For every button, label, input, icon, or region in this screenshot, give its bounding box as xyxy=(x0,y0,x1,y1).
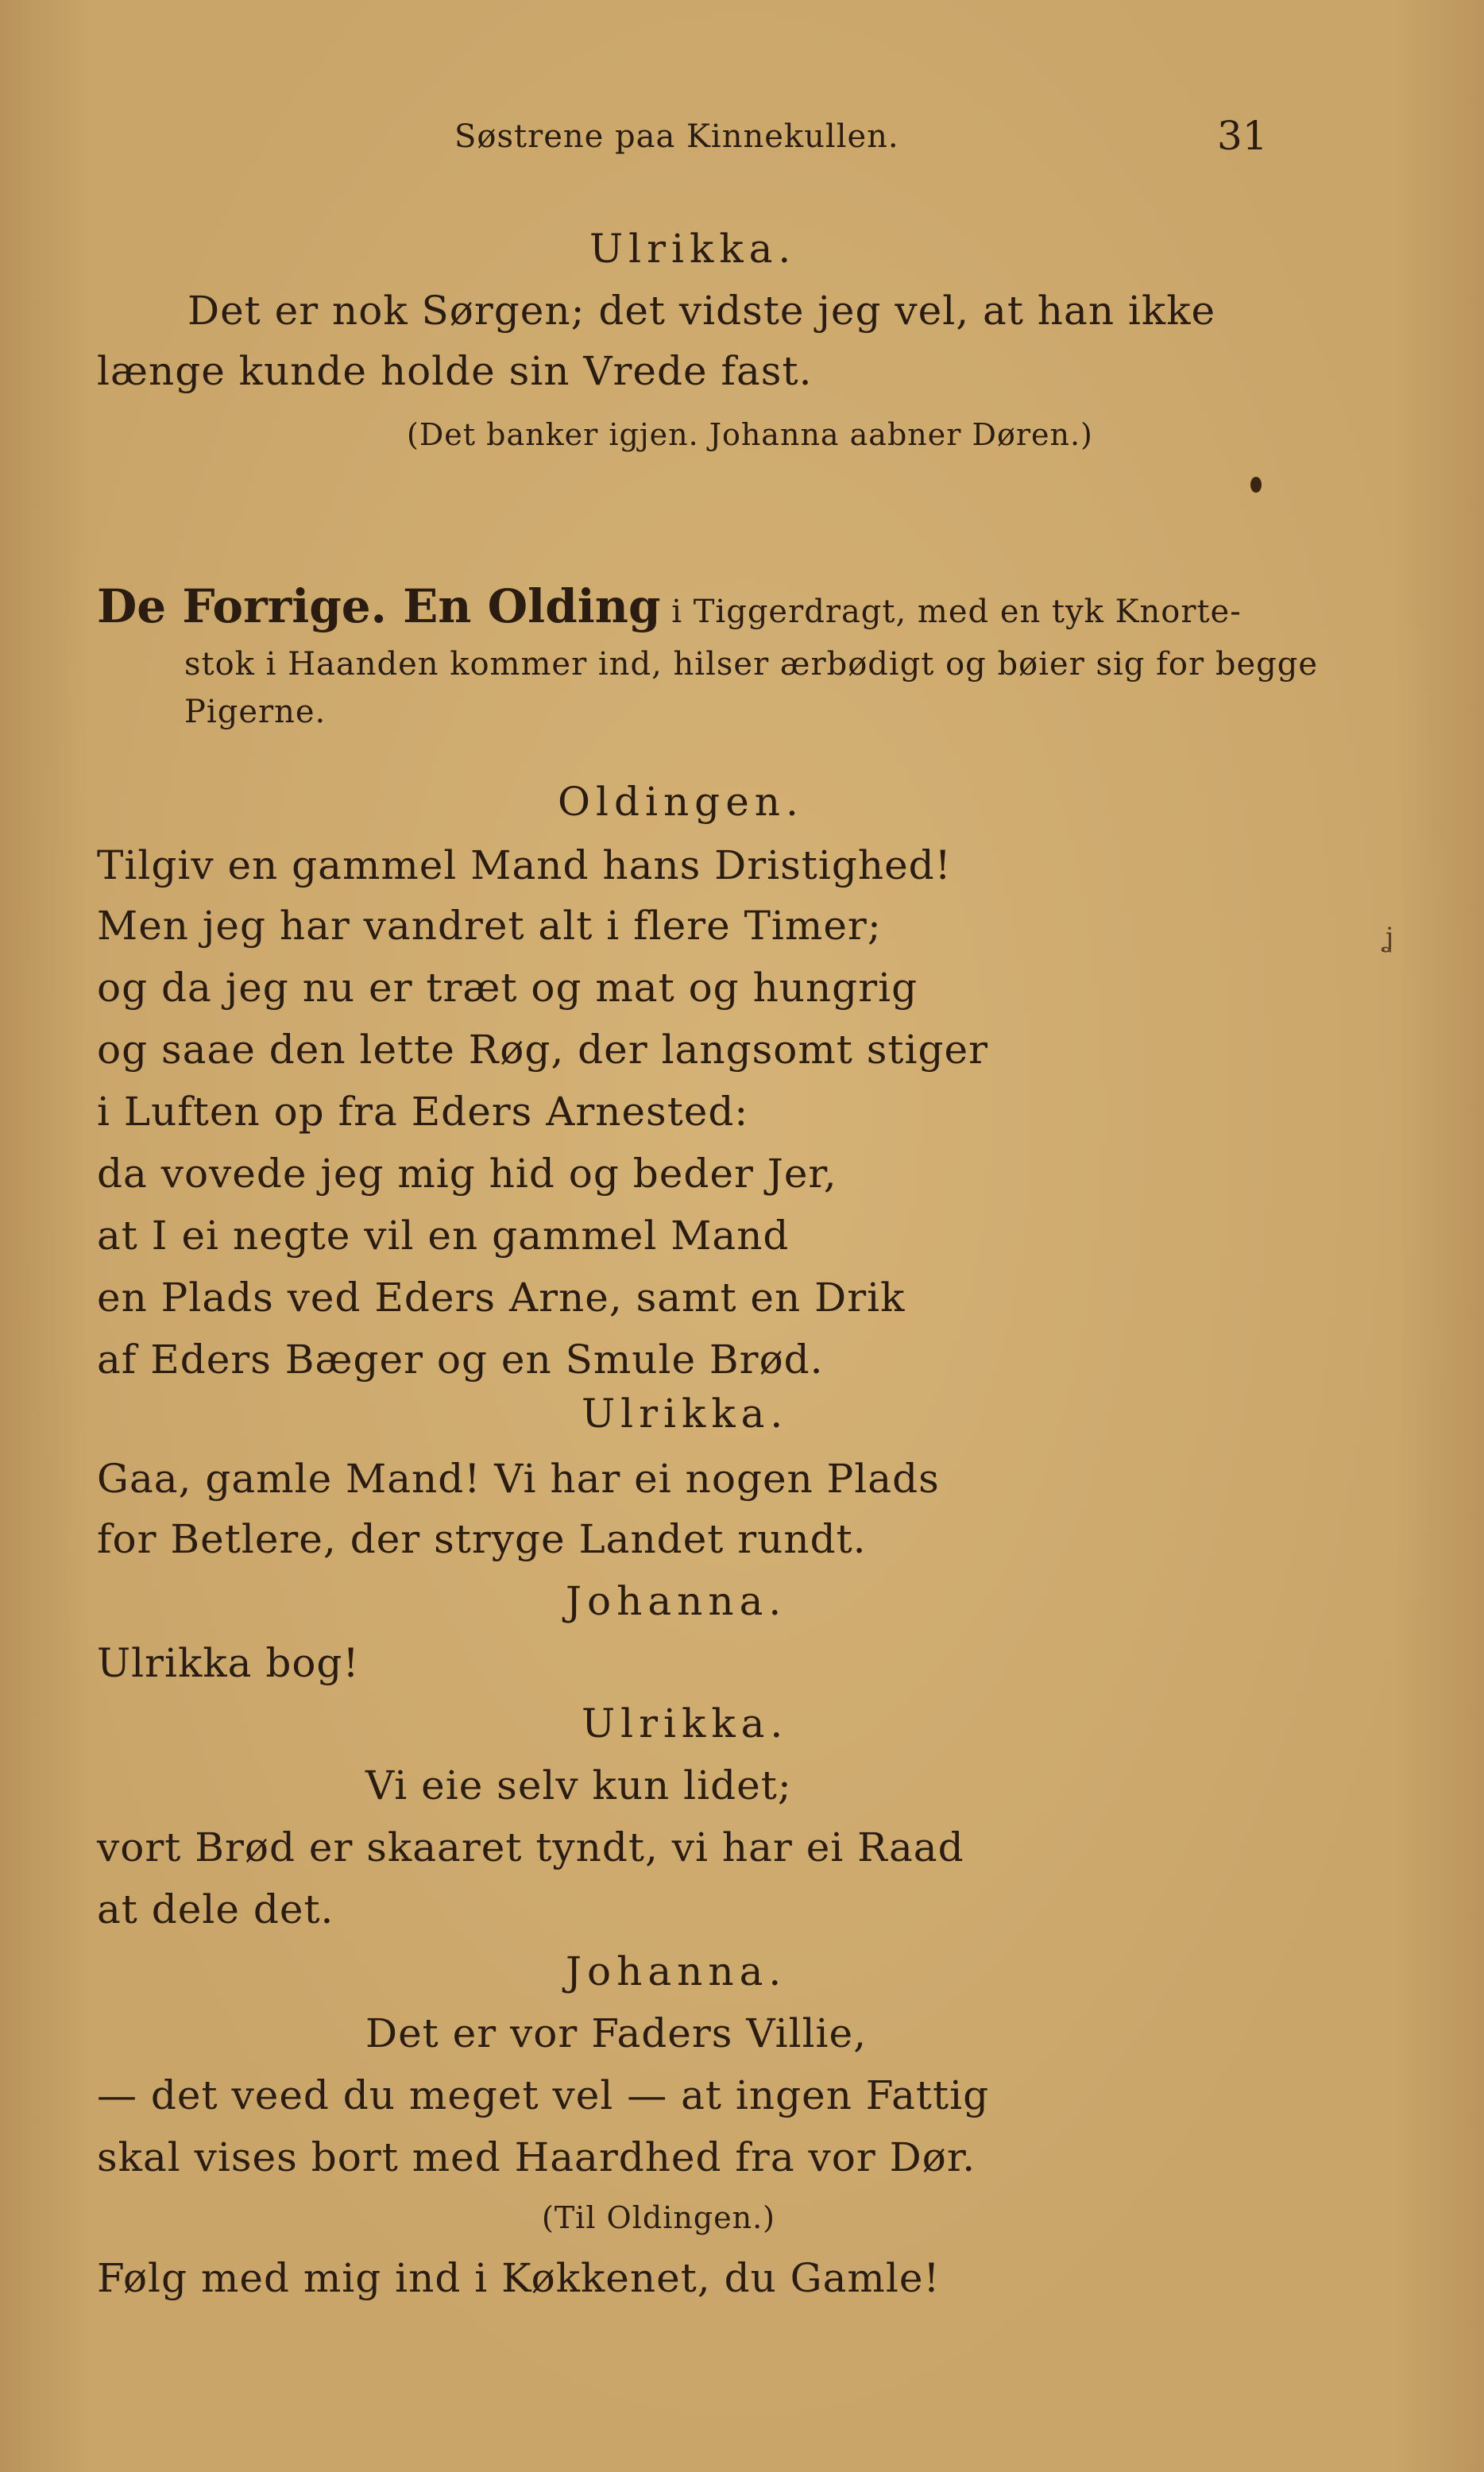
verse-line: Ulrikka bog! xyxy=(97,1640,360,1686)
verse-line: og saae den lette Røg, der langsomt stiger xyxy=(97,1027,988,1073)
verse-line: Gaa, gamle Mand! Vi har ei nogen Plads xyxy=(97,1456,940,1502)
entrance-characters: De Forrige. En Olding xyxy=(97,579,661,633)
speaker-name: Ulrikka. xyxy=(589,226,797,272)
speaker-name: Ulrikka. xyxy=(582,1391,789,1437)
verse-line: Følg med mig ind i Køkkenet, du Gamle! xyxy=(97,2255,941,2301)
speaker-name: Ulrikka. xyxy=(582,1700,789,1747)
verse-line: da vovede jeg mig hid og beder Jer, xyxy=(97,1151,837,1197)
speaker-name: Johanna. xyxy=(566,1578,787,1624)
running-title: Søstrene paa Kinnekullen. xyxy=(454,118,899,155)
verse-line: af Eders Bæger og en Smule Brød. xyxy=(97,1337,824,1383)
speaker-name: Oldingen. xyxy=(558,779,804,825)
verse-line: i Luften op fra Eders Arnested: xyxy=(97,1089,749,1135)
ink-spot xyxy=(1250,477,1262,493)
page-number: 31 xyxy=(1217,113,1268,159)
verse-line: Det er nok Sørgen; det vidste jeg vel, at han ikke xyxy=(187,288,1216,334)
stage-direction: (Det banker igjen. Johanna aabner Døren.) xyxy=(407,417,1093,452)
stage-direction: (Til Oldingen.) xyxy=(542,2200,776,2235)
verse-line: Men jeg har vandret alt i flere Timer; xyxy=(97,903,882,949)
entrance-direction-cont: stok i Haanden kommer ind, hilser ærbødigt og bøier sig for begge xyxy=(184,646,1319,683)
verse-line: at dele det. xyxy=(97,1886,334,1932)
entrance-text: i Tiggerdragt, med en tyk Knorte- xyxy=(660,594,1242,630)
page-blemish-mark: ʝ xyxy=(1384,922,1394,954)
verse-line: Tilgiv en gammel Mand hans Dristighed! xyxy=(97,842,952,888)
verse-line: for Betlere, der stryge Landet rundt. xyxy=(97,1516,867,1562)
verse-line: Det er vor Faders Villie, xyxy=(365,2010,868,2056)
entrance-direction-cont: Pigerne. xyxy=(184,694,327,730)
verse-line: længe kunde holde sin Vrede fast. xyxy=(97,348,813,394)
verse-line: — det veed du meget vel — at ingen Fattig xyxy=(97,2072,990,2118)
verse-line: at I ei negte vil en gammel Mand xyxy=(97,1213,790,1259)
verse-line: vort Brød er skaaret tyndt, vi har ei Raad xyxy=(97,1824,964,1870)
verse-line: og da jeg nu er træt og mat og hungrig xyxy=(97,965,918,1011)
verse-line: en Plads ved Eders Arne, samt en Drik xyxy=(97,1275,906,1321)
verse-line: skal vises bort med Haardhed fra vor Dør. xyxy=(97,2134,976,2180)
entrance-direction xyxy=(97,579,1242,633)
speaker-name: Johanna. xyxy=(566,1948,787,1994)
verse-line: Vi eie selv kun lidet; xyxy=(365,1762,792,1809)
